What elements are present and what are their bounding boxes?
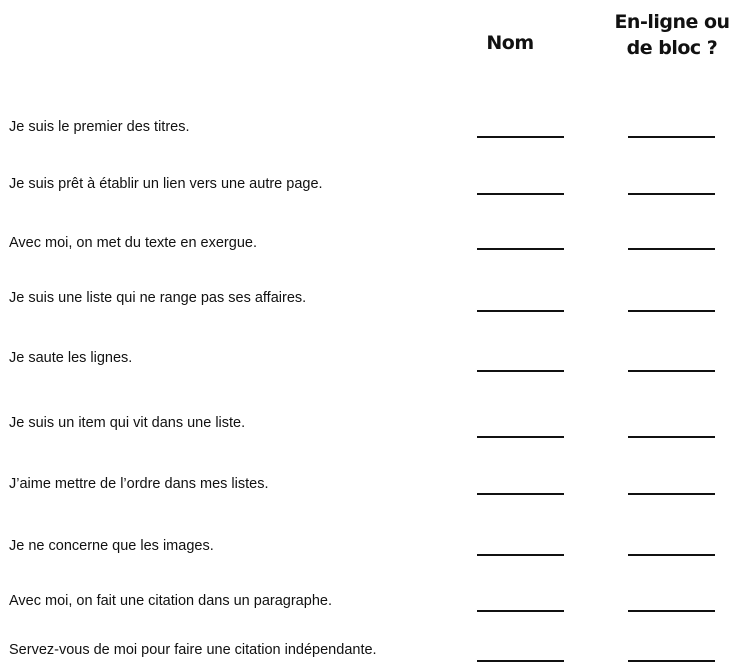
question-row: [0, 289, 741, 329]
answer-blank-nom[interactable]: [477, 493, 564, 495]
answer-blank-inline-or-block[interactable]: [628, 554, 715, 556]
question-text: Je suis le premier des titres.: [9, 119, 190, 135]
answer-blank-nom[interactable]: [477, 610, 564, 612]
answer-blank-inline-or-block[interactable]: [628, 436, 715, 438]
question-text: J’aime mettre de l’ordre dans mes listes.: [9, 476, 269, 492]
answer-blank-inline-or-block[interactable]: [628, 660, 715, 662]
question-text: Je suis un item qui vit dans une liste.: [9, 415, 246, 431]
question-row: [0, 175, 741, 215]
question-row: [0, 592, 741, 632]
question-row: [0, 234, 741, 274]
answer-blank-inline-or-block[interactable]: [628, 610, 715, 612]
answer-blank-nom[interactable]: [477, 310, 564, 312]
column-header-nom: Nom: [486, 32, 534, 54]
answer-blank-inline-or-block[interactable]: [628, 248, 715, 250]
question-row: [0, 537, 741, 577]
answer-blank-nom[interactable]: [477, 554, 564, 556]
question-text: Avec moi, on met du texte en exergue.: [9, 235, 257, 251]
answer-blank-inline-or-block[interactable]: [628, 310, 715, 312]
answer-blank-nom[interactable]: [477, 660, 564, 662]
answer-blank-inline-or-block[interactable]: [628, 370, 715, 372]
answer-blank-inline-or-block[interactable]: [628, 193, 715, 195]
answer-blank-inline-or-block[interactable]: [628, 493, 715, 495]
answer-blank-nom[interactable]: [477, 193, 564, 195]
answer-blank-nom[interactable]: [477, 136, 564, 138]
question-row: [0, 414, 741, 454]
question-text: Je suis une liste qui ne range pas ses affaires.: [9, 290, 307, 306]
question-row: [0, 118, 741, 158]
question-text: Avec moi, on fait une citation dans un paragraphe.: [9, 593, 332, 609]
question-row: [0, 641, 741, 669]
answer-blank-nom[interactable]: [477, 370, 564, 372]
question-text: Servez-vous de moi pour faire une citation indépendante.: [9, 642, 377, 658]
question-text: Je saute les lignes.: [9, 350, 133, 366]
answer-blank-nom[interactable]: [477, 248, 564, 250]
column-header-line-2: de bloc ?: [626, 37, 718, 59]
question-row: [0, 475, 741, 515]
question-text: Je ne concerne que les images.: [9, 538, 214, 554]
column-header-line-1: En-ligne ou: [614, 11, 730, 33]
question-text: Je suis prêt à établir un lien vers une autre page.: [9, 176, 323, 192]
question-row: [0, 349, 741, 389]
answer-blank-nom[interactable]: [477, 436, 564, 438]
answer-blank-inline-or-block[interactable]: [628, 136, 715, 138]
